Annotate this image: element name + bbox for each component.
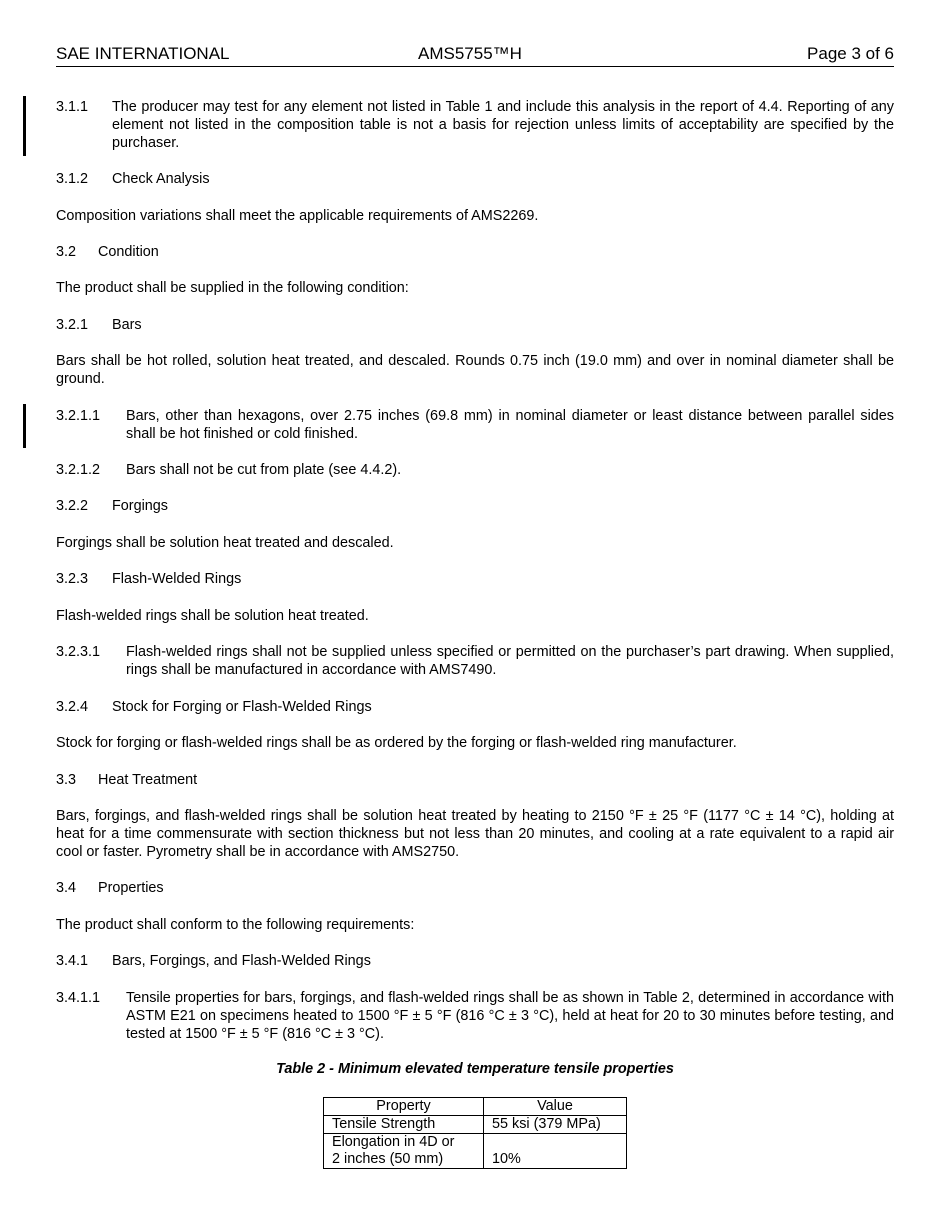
header-org: SAE INTERNATIONAL [56,44,230,63]
section-number: 3.2.2 [56,498,89,514]
paragraph: Bars shall be hot rolled, solution heat treated, and descaled. Rounds 0.75 inch (19.0 mm) and over in nominal diameter shall be ground. [56,353,894,387]
section-title: Flash-Welded Rings [112,571,242,587]
tensile-properties-table [323,1097,627,1169]
section-3-2-2 [56,497,894,515]
section-number: 3.2.1.2 [56,462,101,478]
section-3-1-1 [56,98,894,152]
section-3-4-1 [56,952,894,970]
section-3-2-1 [56,316,894,334]
paragraph: Flash-welded rings shall not be supplied unless specified or permitted on the purchaser’s part drawing. When supplied, rings shall be manufactured in accordance with AMS7490. [126,644,894,678]
paragraph: Bars, forgings, and flash-welded rings shall be solution heat treated by heating to 2150 °F ± 25 °F (1177 °C ± 14 °C), holding at heat for a time commensurate with section thickness but not less than 20 minutes, and cooling at a rate equivalent to a rapid air cool or faster. Pyrometry shall be in accordance with AMS2750. [56,808,894,860]
page-header [56,44,894,67]
section-number: 3.4 [56,880,77,896]
table-header-row [324,1098,627,1116]
revision-bar [23,404,26,448]
table-cell-line: 2 inches (50 mm) [332,1151,444,1167]
table-cell [324,1134,484,1169]
revision-bar [23,96,26,156]
section-number: 3.2.1 [56,317,89,333]
paragraph: Tensile properties for bars, forgings, and flash-welded rings shall be as shown in Table 2, determined in accordance with ASTM E21 on specimens heated to 1500 °F ± 5 °F (816 °C ± 3 °C), held at heat for 20 to 30 minutes before testing, and tested at 1500 °F ± 5 °F (816 °C ± 3 °C). [126,990,894,1042]
table-cell-line: Elongation in 4D or [332,1134,455,1150]
paragraph: Composition variations shall meet the applicable requirements of AMS2269. [56,208,539,224]
section-number: 3.2.3.1 [56,644,101,660]
table-header-cell: Property [324,1098,484,1116]
section-3-4 [56,879,894,897]
section-title: Forgings [112,498,168,514]
paragraph: Bars shall not be cut from plate (see 4.4.2). [126,462,402,478]
paragraph: Bars, other than hexagons, over 2.75 inches (69.8 mm) in nominal diameter or least distance between parallel sides shall be hot finished or cold finished. [126,408,894,442]
header-page-number: Page 3 of 6 [807,44,894,63]
table-cell: 55 ksi (379 MPa) [484,1116,627,1134]
table-header-cell: Value [484,1098,627,1116]
paragraph: The product shall be supplied in the following condition: [56,280,409,296]
table-title: Table 2 - Minimum elevated temperature tensile properties [276,1061,674,1077]
section-number: 3.2.1.1 [56,408,101,424]
section-number: 3.4.1 [56,953,89,969]
section-number: 3.1.2 [56,171,89,187]
section-number: 3.3 [56,772,77,788]
section-3-2 [56,243,894,261]
paragraph: The producer may test for any element not listed in Table 1 and include this analysis in the report of 4.4. Reporting of any element not listed in the composition table is not a basis for rejection unless limits of acceptability are specified by the purchaser. [112,99,894,151]
section-title: Condition [98,244,159,260]
table-cell: Tensile Strength [324,1116,484,1134]
table-row [324,1116,627,1134]
paragraph: Flash-welded rings shall be solution heat treated. [56,608,369,624]
paragraph: Stock for forging or flash-welded rings shall be as ordered by the forging or flash-welded ring manufacturer. [56,735,737,751]
section-3-2-3 [56,570,894,588]
section-title: Heat Treatment [98,772,198,788]
section-3-3 [56,771,894,789]
paragraph: The product shall conform to the following requirements: [56,917,415,933]
paragraph: Forgings shall be solution heat treated and descaled. [56,535,394,551]
section-number: 3.2.4 [56,699,89,715]
section-number: 3.2.3 [56,571,89,587]
section-title: Bars [112,317,142,333]
section-3-2-1-1 [56,407,894,443]
section-number: 3.1.1 [56,99,89,115]
section-number: 3.4.1.1 [56,990,101,1006]
section-3-4-1-1 [56,989,894,1043]
table-row [324,1134,627,1169]
section-3-2-3-1 [56,643,894,679]
section-title: Stock for Forging or Flash-Welded Rings [112,699,372,715]
section-title: Properties [98,880,164,896]
header-doc-number: AMS5755™H [418,44,522,63]
table-cell: 10% [484,1134,627,1169]
section-3-2-1-2 [56,461,894,479]
section-number: 3.2 [56,244,77,260]
section-title: Bars, Forgings, and Flash-Welded Rings [112,953,371,969]
section-3-1-2 [56,170,894,188]
section-title: Check Analysis [112,171,210,187]
section-3-2-4 [56,698,894,716]
